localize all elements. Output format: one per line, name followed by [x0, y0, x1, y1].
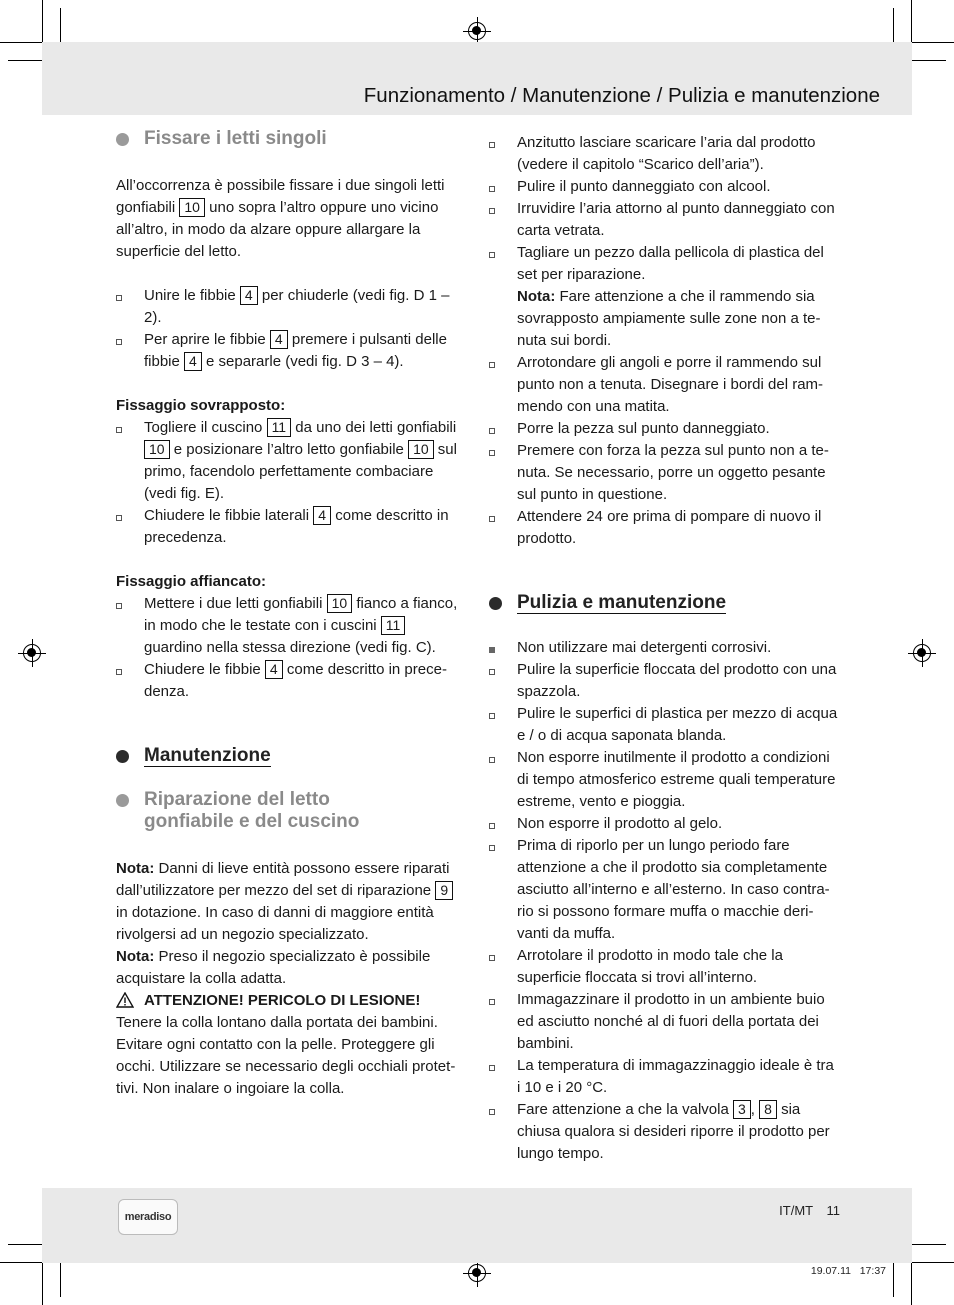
reference-number: 3	[733, 1100, 751, 1119]
crop-mark	[911, 1257, 912, 1305]
crop-mark	[42, 0, 43, 48]
reference-number: 4	[184, 352, 202, 371]
checkbox-bullet-icon	[116, 339, 122, 345]
crop-mark	[42, 1257, 43, 1305]
left-column	[116, 128, 466, 1100]
registration-mark-icon	[468, 1264, 486, 1282]
checkbox-bullet-icon	[489, 450, 495, 456]
list-item: Immagazzinare il prodotto in un ambiente buio ed asciutto nonché al di fuori della portata dei bambini.	[489, 989, 839, 1055]
checkbox-bullet-icon	[116, 427, 122, 433]
print-timestamp: 19.07.11 17:37	[810, 1265, 886, 1277]
checkbox-bullet-icon	[489, 757, 495, 763]
checkbox-bullet-icon	[489, 186, 495, 192]
page-title: Funzionamento / Manutenzione / Pulizia e manutenzione	[363, 84, 880, 107]
list-item: Non esporre inutilmente il prodotto a condizioni di tempo atmosferico estreme quali temperature estreme, vento e pioggia.	[489, 747, 839, 813]
reference-number: 9	[435, 881, 453, 900]
list-item: Tagliare un pezzo dalla pellicola di plastica del set per riparazione. Nota: Fare attenzione a che il rammendo sia sovrapposto ampiamente sulle zone non a tenuta sui bordi.	[489, 242, 839, 352]
reference-number: 10	[408, 440, 434, 459]
checkbox-bullet-icon	[116, 669, 122, 675]
reference-number: 11	[381, 616, 406, 635]
checkbox-bullet-icon	[489, 362, 495, 368]
list-item: Chiudere le fibbie laterali 4 come descritto in precedenza.	[116, 505, 466, 549]
crop-mark	[906, 42, 954, 43]
list-item: Chiudere le fibbie 4 come descritto in precedenza.	[116, 659, 466, 703]
checkbox-bullet-icon	[489, 142, 495, 148]
bullet-icon	[489, 597, 502, 610]
checkbox-bullet-icon	[489, 208, 495, 214]
list-item: Per aprire le fibbie 4 premere i pulsanti delle fibbie 4 e separarle (vedi fig. D 3 – 4).	[116, 329, 466, 373]
reference-number: 4	[240, 286, 258, 305]
checkbox-bullet-icon	[489, 713, 495, 719]
checkbox-bullet-icon	[489, 999, 495, 1005]
checkbox-bullet-icon	[489, 516, 495, 522]
section-heading-pulizia: Pulizia e manutenzione	[489, 592, 839, 614]
crop-mark	[0, 42, 48, 43]
list-item: Arrotondare gli angoli e porre il rammendo sul punto non a tenuta. Disegnare i bordi del rammendo con una matita.	[489, 352, 839, 418]
crop-mark	[911, 0, 912, 48]
list-item: Mettere i due letti gonfiabili 10 fianco a fianco, in modo che le testate con i cuscini 11 guardino nella stessa direzione (vedi fig. C).	[116, 593, 466, 659]
list-item: Porre la pezza sul punto danneggiato.	[489, 418, 839, 440]
list-item: Non esporre il prodotto al gelo.	[489, 813, 839, 835]
paragraph: All’occorrenza è possibile fissare i due singoli letti gonfiabili 10 uno sopra l’altro oppure uno vicino all’altro, in modo da alzare oppure allargare la superficie del letto.	[116, 177, 445, 260]
crop-mark	[906, 1244, 946, 1245]
reference-number: 8	[759, 1100, 777, 1119]
crop-mark	[0, 1262, 48, 1263]
bullet-icon	[116, 133, 129, 146]
cleaning-list	[489, 637, 839, 1165]
subheading: Fissaggio affiancato:	[116, 573, 267, 590]
repair-steps-list	[489, 132, 839, 550]
page-number: IT/MT 11	[779, 1203, 840, 1218]
registration-mark-icon	[468, 22, 486, 40]
list-item: Fare attenzione a che la valvola 3 , 8 sia chiusa qualora si desideri riporre il prodotto per lungo tempo.	[489, 1099, 839, 1165]
list-item: Irruvidire l’aria attorno al punto danneggiato con carta vetrata.	[489, 198, 839, 242]
crop-mark	[906, 60, 946, 61]
list-item: Attendere 24 ore prima di pompare di nuovo il prodotto.	[489, 506, 839, 550]
section-heading-fissare: Fissare i letti singoli	[116, 128, 466, 150]
checkbox-bullet-icon	[116, 515, 122, 521]
reference-number: 4	[313, 506, 331, 525]
list-item: Anzitutto lasciare scaricare l’aria dal prodotto (vedere il capitolo “Scarico dell’aria”).	[489, 132, 839, 176]
list	[116, 593, 466, 703]
section-heading-riparazione: Riparazione del letto gonfiabile e del cuscino	[116, 789, 394, 833]
crop-mark	[906, 1262, 954, 1263]
list-item: Arrotolare il prodotto in modo tale che la superficie floccata si trovi all’interno.	[489, 945, 839, 989]
reference-number: 11	[267, 418, 292, 437]
right-column	[489, 132, 839, 1165]
registration-mark-icon	[23, 644, 41, 662]
warning-triangle-icon	[116, 992, 134, 1008]
note-paragraph: Nota: Danni di lieve entità possono essere riparati dall’utilizzatore per mezzo del set di riparazione 9 in dotazione. In caso di danni di maggiore entità rivolgersi ad un negozio specializzato.	[116, 858, 466, 946]
checkbox-bullet-icon	[489, 669, 495, 675]
reference-number: 10	[327, 594, 353, 613]
checkbox-bullet-icon	[489, 823, 495, 829]
checkbox-bullet-icon	[116, 295, 122, 301]
checkbox-bullet-icon	[116, 603, 122, 609]
checkbox-bullet-icon	[489, 955, 495, 961]
crop-mark	[893, 1257, 894, 1297]
list-item: Pulire il punto danneggiato con alcool.	[489, 176, 839, 198]
reference-number: 10	[144, 440, 170, 459]
checkbox-bullet-icon	[489, 1065, 495, 1071]
list-item: Pulire la superficie floccata del prodotto con una spazzola.	[489, 659, 839, 703]
list-item: Pulire le superfici di plastica per mezzo di acqua e / o di acqua saponata blanda.	[489, 703, 839, 747]
bullet-icon	[116, 750, 129, 763]
reference-number: 4	[265, 660, 283, 679]
list	[116, 285, 466, 373]
list-item: Togliere il cuscino 11 da uno dei letti gonfiabili 10 e posizionare l’altro letto gonfiabile 10 sul primo, facendolo perfettamente combaciare (vedi fig. E).	[116, 417, 466, 505]
reference-number: 10	[179, 198, 205, 217]
section-heading-manutenzione: Manutenzione	[116, 745, 466, 767]
list-item: Non utilizzare mai detergenti corrosivi.	[489, 637, 839, 659]
checkbox-bullet-icon	[489, 845, 495, 851]
list-item: La temperatura di immagazzinaggio ideale è tra i 10 e i 20 °C.	[489, 1055, 839, 1099]
registration-mark-icon	[913, 644, 931, 662]
warning-title: ATTENZIONE! PERICOLO DI LESIONE!	[116, 990, 466, 1012]
crop-mark	[60, 1257, 61, 1297]
list-item: Unire le fibbie 4 per chiuderle (vedi fig. D 1 – 2).	[116, 285, 466, 329]
brand-logo: meradiso	[118, 1199, 178, 1235]
checkbox-bullet-icon	[489, 428, 495, 434]
reference-number: 4	[270, 330, 288, 349]
subheading: Fissaggio sovrapposto:	[116, 397, 286, 414]
bullet-icon	[116, 794, 129, 807]
warning-text: Tenere la colla lontano dalla portata dei bambini. Evitare ogni contatto con la pelle. Proteggere gli occhi. Utilizzare se necessario degli occhiali protettivi. Non inalare o ingoiare la colla.	[116, 1014, 456, 1097]
checkbox-bullet-icon	[489, 1109, 495, 1115]
list-item: Premere con forza la pezza sul punto non a tenuta. Se necessario, porre un oggetto pesante sul punto in questione.	[489, 440, 839, 506]
note-paragraph: Nota: Preso il negozio specializzato è possibile acquistare la colla adatta.	[116, 948, 431, 987]
filled-square-bullet-icon	[489, 647, 495, 653]
list-item: Prima di riporlo per un lungo periodo fare attenzione a che il prodotto sia completamente asciutto all’interno e all’esterno. In caso contrario si possono formare muffa o macchie derivanti da muffa.	[489, 835, 839, 945]
list	[116, 417, 466, 549]
checkbox-bullet-icon	[489, 252, 495, 258]
